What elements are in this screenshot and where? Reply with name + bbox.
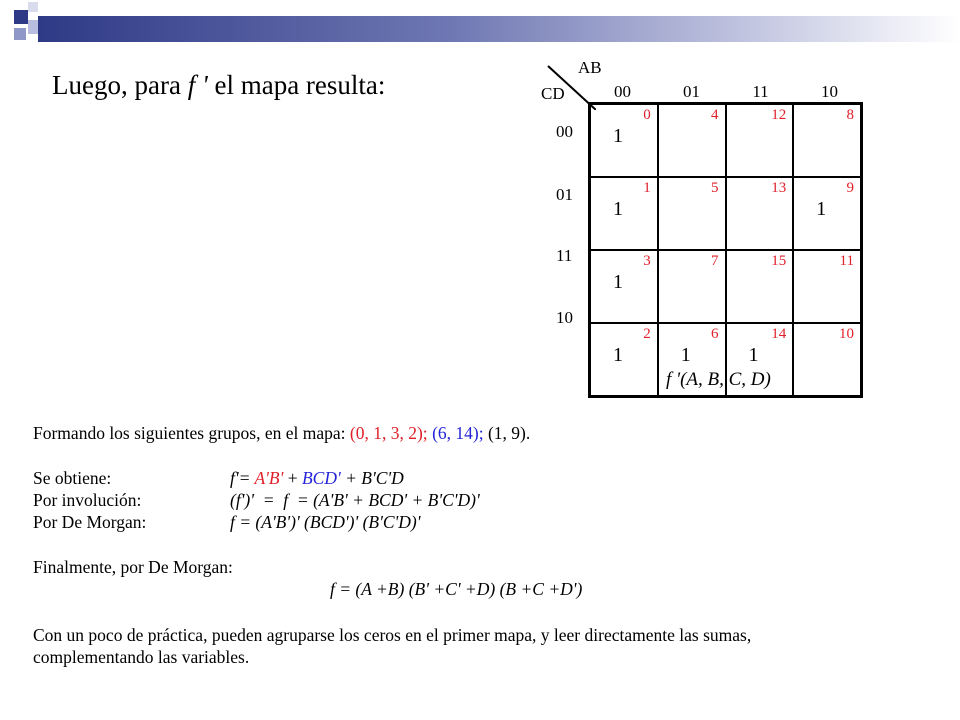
kmap-cell [658,104,726,177]
kmap-cell [658,250,726,323]
cell-value: 1 [613,198,623,220]
cell-value: 1 [613,125,623,147]
title-suffix: el mapa resulta: [207,70,386,100]
title-prefix: Luego, para [52,70,188,100]
kmap-col-header: 10 [821,82,838,101]
groups-intro: Formando los siguientes grupos, en el mapa: [33,423,350,443]
minterm-index: 8 [846,107,854,123]
eq-rest: + B'C'D [340,468,404,488]
kmap-row-header: 01 [556,185,573,204]
final-label: Finalmente, por De Morgan: [33,557,233,577]
kmap-col-header: 01 [683,82,700,101]
header-bar [38,16,960,42]
karnaugh-map [536,52,876,402]
final-equation: f = (A +B) (B' +C' +D) (B +C +D') [330,579,583,599]
kmap-col-variable: AB [578,58,602,77]
kmap-cell [793,250,861,323]
kmap-cell [793,104,861,177]
kmap-cell [590,104,658,177]
step-label: Por involución: [33,490,142,510]
minterm-index: 5 [711,180,719,196]
term-blue: BCD' [301,468,341,488]
cell-value: 1 [680,344,691,366]
kmap-cell [793,323,861,396]
minterm-index: 3 [643,253,651,269]
step-equation: f = (A'B')' (BCD')' (B'C'D)' [230,512,421,532]
kmap-caption: f '(A, B, C, D) [666,369,771,390]
groups-line [33,422,530,444]
title-function: f ' [187,70,208,100]
minterm-index: 6 [711,326,719,342]
kmap-row-variable: CD [541,84,565,103]
kmap-cell [793,177,861,250]
minterm-index: 4 [711,107,719,123]
step-label: Por De Morgan: [33,512,147,532]
kmap-row-header: 00 [556,122,573,141]
minterm-index: 13 [771,180,787,196]
minterm-index: 12 [771,107,787,123]
group-blue: (6, 14); [432,423,484,443]
eq-prefix: f'= [230,468,255,488]
kmap-cell [590,177,658,250]
kmap-cell [590,323,658,396]
group-black: (1, 9). [487,423,531,443]
minterm-index: 2 [643,326,651,342]
minterm-index: 11 [839,253,854,269]
step-label: Se obtiene: [33,468,112,488]
minterm-index: 7 [711,253,719,269]
group-red: (0, 1, 3, 2); [349,423,428,443]
minterm-index: 15 [771,253,787,269]
step-equation: (f')' = f = (A'B' + BCD' + B'C'D)' [230,490,480,510]
kmap-col-header: 11 [752,82,769,101]
cell-value: 1 [613,271,623,293]
kmap-col-header: 00 [614,82,631,101]
cell-value: 1 [748,344,759,366]
kmap-cell [726,250,794,323]
minterm-index: 14 [771,326,787,342]
header-square-mid [14,28,26,40]
kmap-cell [726,104,794,177]
term-red: A'B' [254,468,284,488]
header-square-navy [14,10,28,24]
slide-title [52,70,385,101]
minterm-index: 9 [846,180,854,196]
cell-value: 1 [816,198,827,220]
step-equation [230,467,404,489]
kmap-row-header: 10 [556,308,573,327]
kmap-cell [726,177,794,250]
header-square-light-2 [28,2,38,12]
minterm-index: 0 [643,107,651,123]
kmap-cell [658,177,726,250]
kmap-row-header: 11 [556,246,573,265]
minterm-index: 1 [643,180,651,196]
kmap-cell [590,250,658,323]
minterm-index: 10 [839,326,854,342]
closing-line-2: complementando las variables. [33,647,250,667]
plus-sign: + [283,468,302,488]
closing-line-1: Con un poco de práctica, pueden agruparse los ceros en el primer mapa, y leer directamente las sumas, [33,625,752,645]
kmap-grid [588,102,863,398]
cell-value: 1 [613,344,623,366]
